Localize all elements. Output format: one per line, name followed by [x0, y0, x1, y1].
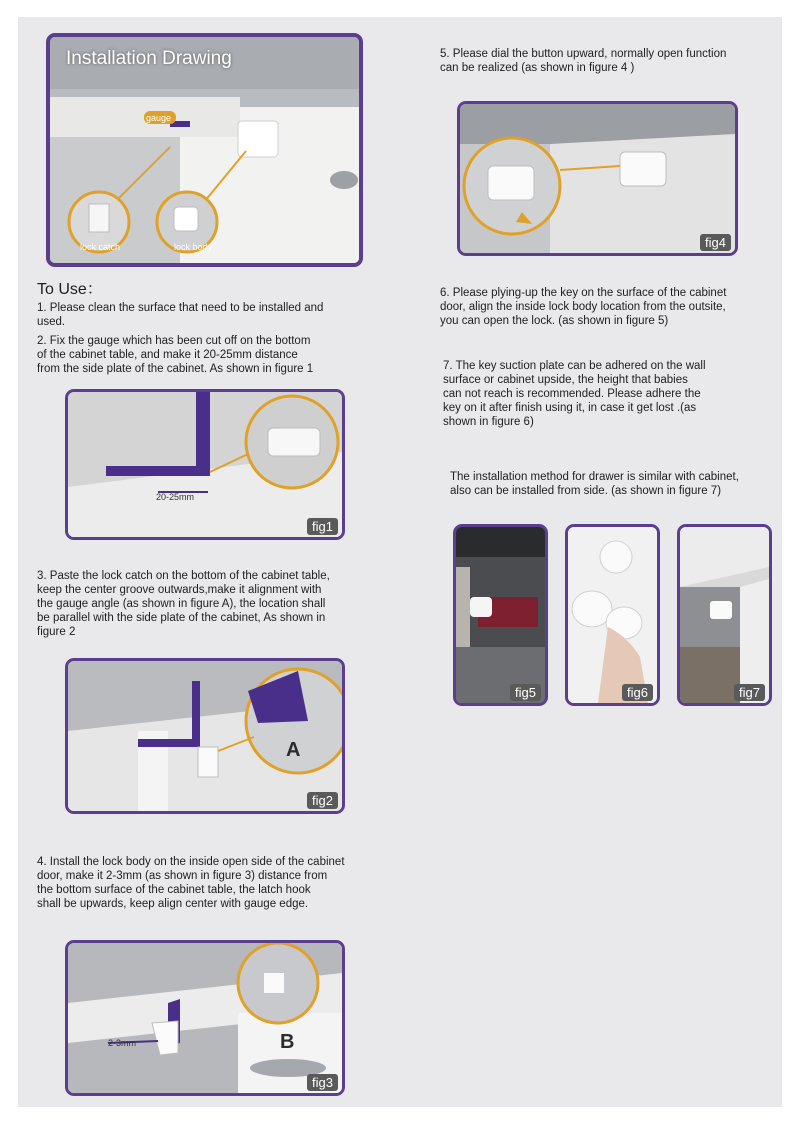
- step-6-text: 6. Please plying-up the key on the surface of the cabinet door, align the inside lock body location from the outsite, you can open the lock. (as shown in figure 5): [440, 287, 727, 327]
- figure-4-label: fig4: [700, 234, 731, 251]
- step-3-text: 3. Paste the lock catch on the bottom of the cabinet table, keep the center groove outwards,make it alignment with the gauge angle (as shown in figure A), the location shall be parallel with the side plate of the cabinet, As shown in figure 2: [37, 570, 330, 638]
- figure-1-image: [65, 389, 345, 540]
- to-use-heading: To Use：: [37, 281, 103, 298]
- figure-1-label: fig1: [307, 518, 338, 535]
- figure-6-image: [565, 524, 660, 706]
- figure-2-image: [65, 658, 345, 814]
- figure-6-label: fig6: [622, 684, 653, 701]
- step-2-text: 2. Fix the gauge which has been cut off on the bottom of the cabinet table, and make it 20-25mm distance from the side plate of the cabinet. As shown in figure 1: [37, 335, 314, 375]
- figure-5-illustration: [456, 527, 545, 703]
- installation-drawing-illustration: [50, 37, 359, 263]
- step-5-text: 5. Please dial the button upward, normally open function can be realized (as shown in figure 4 ): [440, 48, 727, 74]
- figure-4-illustration: [460, 104, 735, 253]
- figure-7-label: fig7: [734, 684, 765, 701]
- figure-5-label: fig5: [510, 684, 541, 701]
- figure-3-label: fig3: [307, 1074, 338, 1091]
- figure-3-image: [65, 940, 345, 1096]
- figure-4-image: [457, 101, 738, 256]
- figure-3-measure: 2-3mm: [108, 1038, 137, 1048]
- drawer-note-text: The installation method for drawer is similar with cabinet, also can be installed from side. (as shown in figure 7): [450, 471, 739, 497]
- figure-2-marker-a: A: [286, 739, 301, 761]
- step-1-text: 1. Please clean the surface that need to be installed and used.: [37, 302, 324, 328]
- figure-1-measure: 20-25mm: [156, 492, 195, 502]
- lock-body-label: lock body: [174, 242, 213, 252]
- figure-3-illustration: [68, 943, 342, 1093]
- installation-drawing-image: [46, 33, 363, 267]
- step-4-text: 4. Install the lock body on the inside open side of the cabinet door, make it 2-3mm (as shown in figure 3) distance from the bottom surface of the cabinet table, the latch hook shall be upwards, keep align center with gauge edge.: [37, 856, 345, 910]
- figure-1-illustration: [68, 392, 342, 537]
- figure-6-illustration: [568, 527, 657, 703]
- figure-7-image: [677, 524, 772, 706]
- figure-2-label: fig2: [307, 792, 338, 809]
- lock-catch-label: lock catch: [80, 242, 121, 252]
- figure-5-image: [453, 524, 548, 706]
- figure-7-illustration: [680, 527, 769, 703]
- installation-drawing-title: Installation Drawing: [66, 48, 232, 69]
- step-7-text: 7. The key suction plate can be adhered on the wall surface or cabinet upside, the height that babies can not reach is recommended. Please adhere the key on it after finish using it, in case it get lost .(as shown in figure 6): [443, 360, 706, 428]
- figure-2-illustration: [68, 661, 342, 811]
- figure-3-marker-b: B: [280, 1031, 295, 1053]
- gauge-callout-label: gauge: [146, 113, 172, 123]
